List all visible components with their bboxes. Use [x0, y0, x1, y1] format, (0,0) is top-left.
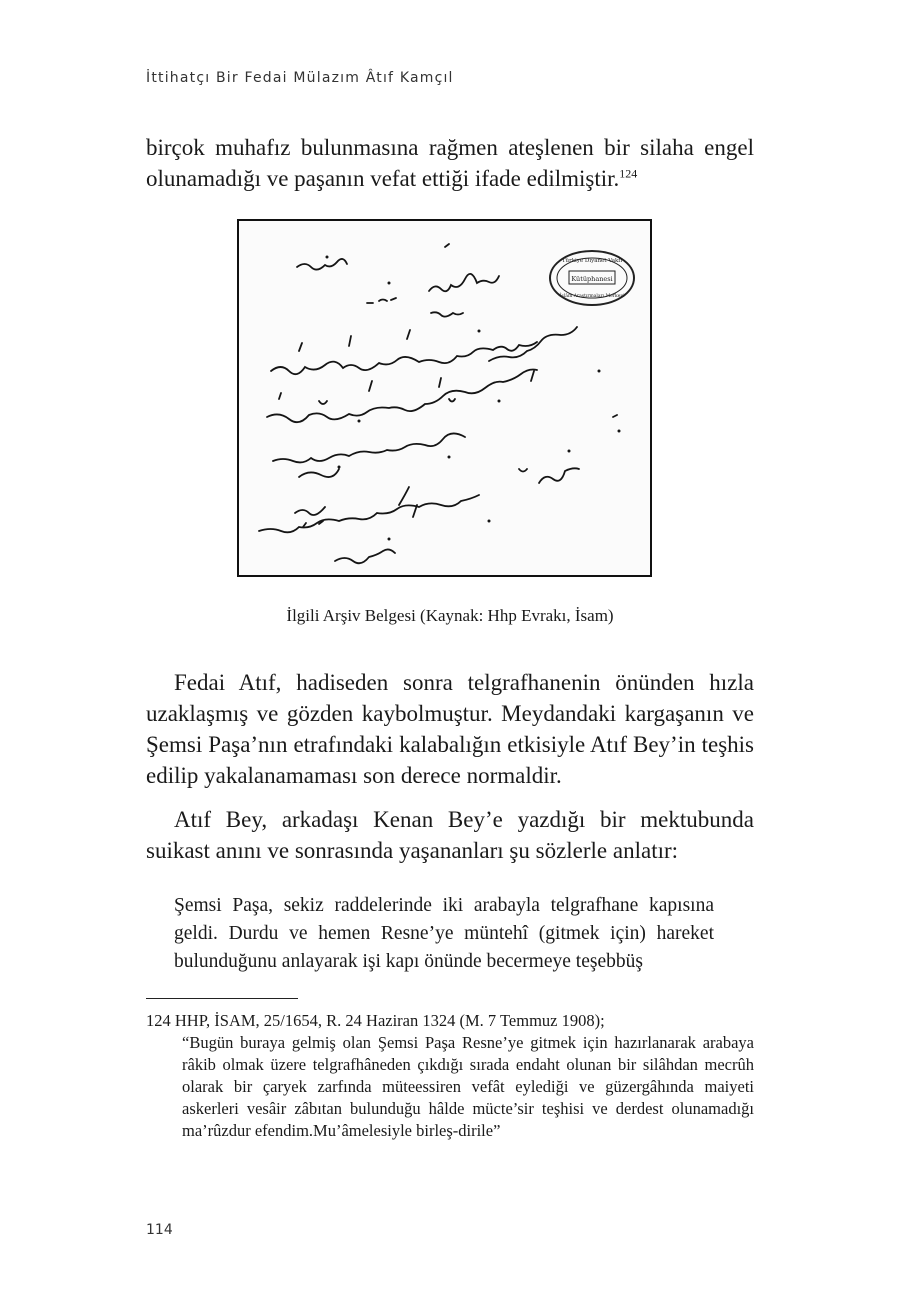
figure-caption: İlgili Arşiv Belgesi (Kaynak: Hhp Evrakı, İsam) [286, 606, 614, 625]
block-quote: Şemsi Paşa, sekiz raddelerinde iki arabayla telgrafhane kapısına geldi. Durdu ve hemen Resne’ye müntehî (gitmek için) hareket bulunduğunu anlayarak işi kapı önünde becermeye teşebbüş [174, 895, 714, 972]
footnote-separator [146, 998, 298, 999]
paragraph-text: birçok muhafız bulunmasına rağmen ateşlenen bir silaha engel olunamadığı ve paşanın vefat ettiği ifade edilmiştir. [146, 135, 754, 191]
paragraph: Atıf Bey, arkadaşı Kenan Bey’e yazdığı bir mektubunda suikast anını ve sonrasında yaşananları şu sözlerle anlatır: [146, 807, 754, 863]
library-stamp [550, 251, 634, 305]
footnote-lead [146, 1010, 754, 1032]
footnote-citation: HHP, İSAM, 25/1654, R. 24 Haziran 1324 (M. 7 Temmuz 1908); [174, 1011, 605, 1030]
footnote-quote: “Bugün buraya gelmiş olan Şemsi Paşa Resne’ye gitmek için hazırlanarak arabaya râkib olmak üzere telgrafhâneden çıkdığı sırada endaht olunan bir silâhdan mecrûh olarak bir çaryek zarfında müteessiren vefât eylediği ve güzergâhında maiyeti askerleri vesâir zâbıtan bulunduğu hâlde mücte’sir teşhisi ve derdest olunamadığı ma’rûzdur efendim.Mu’âmelesiyle birleş-dirile” [182, 1033, 754, 1140]
archive-document-image [237, 219, 652, 577]
paragraph: Fedai Atıf, hadiseden sonra telgrafhanenin önünden hızla uzaklaşmış ve gözden kaybolmuştur. Meydandaki kargaşanın ve Şemsi Paşa’nın etrafındaki kalabalığın etkisiyle Atıf Bey’in teşhis edilip yakalanamaması son derece normaldir. [146, 670, 754, 788]
running-head: İttihatçı Bir Fedai Mülazım Âtıf Kamçıl [146, 70, 454, 86]
stamp-bottom-text: İslâm Araştırmaları Merkezi [559, 294, 625, 299]
footnote-number: 124 [146, 1011, 171, 1030]
paragraph-continued [146, 132, 754, 194]
footnote-reference: 124 [619, 166, 638, 181]
stamp-top-text: Türkiye Diyanet Vakfı [561, 258, 623, 264]
handwriting-strokes [259, 244, 617, 563]
footnote [146, 1010, 754, 1142]
handwritten-ottoman-document [239, 221, 650, 575]
page-number: 114 [146, 1222, 173, 1238]
stamp-center-text: Kütüphanesi [571, 275, 613, 283]
